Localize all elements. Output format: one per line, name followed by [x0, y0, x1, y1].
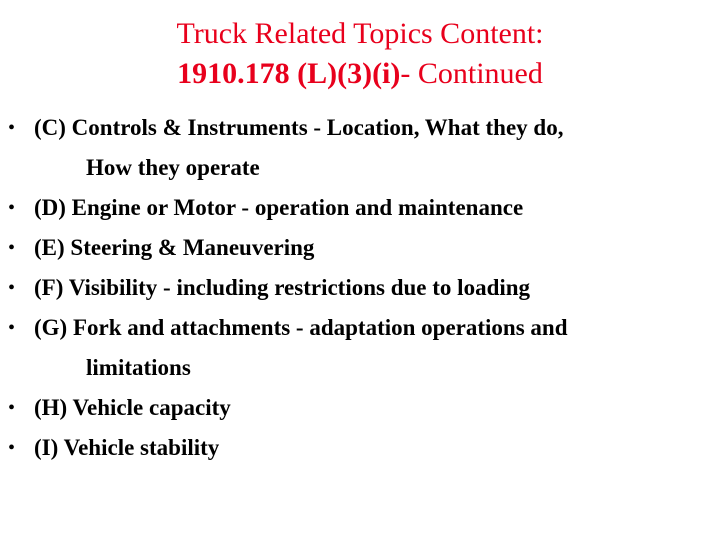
list-item-text: (F) Visibility - including restrictions due to loading: [34, 275, 531, 300]
list-item-text: (I) Vehicle stability: [34, 435, 220, 460]
list-item: [0, 308, 720, 388]
bullet-icon: •: [8, 397, 16, 419]
list-item-text: (C) Controls & Instruments - Location, What they do,: [34, 115, 564, 140]
bullet-icon: •: [8, 197, 16, 219]
slide-title: [0, 14, 720, 94]
list-item-continuation: limitations: [86, 355, 191, 380]
list-item: [0, 388, 720, 428]
list-item-text: (G) Fork and attachments - adaptation operations and: [34, 315, 568, 340]
bullet-icon: •: [8, 437, 16, 459]
list-item: [0, 428, 720, 468]
title-continued: - Continued: [400, 57, 543, 90]
bullet-icon: •: [8, 277, 16, 299]
list-item: [0, 188, 720, 228]
list-item-continuation: How they operate: [86, 155, 260, 180]
list-item-text: (D) Engine or Motor - operation and maintenance: [34, 195, 524, 220]
list-item: [0, 108, 720, 188]
list-item-text: (E) Steering & Maneuvering: [34, 235, 315, 260]
list-item: [0, 228, 720, 268]
title-line-1: Truck Related Topics Content:: [176, 17, 544, 50]
bullet-icon: •: [8, 117, 16, 139]
bullet-icon: •: [8, 237, 16, 259]
list-item-text: (H) Vehicle capacity: [34, 395, 231, 420]
bullet-list: [0, 108, 720, 468]
title-citation: 1910.178 (L)(3)(i): [177, 57, 401, 90]
list-item: [0, 268, 720, 308]
bullet-icon: •: [8, 317, 16, 339]
title-line-2: [0, 54, 720, 94]
